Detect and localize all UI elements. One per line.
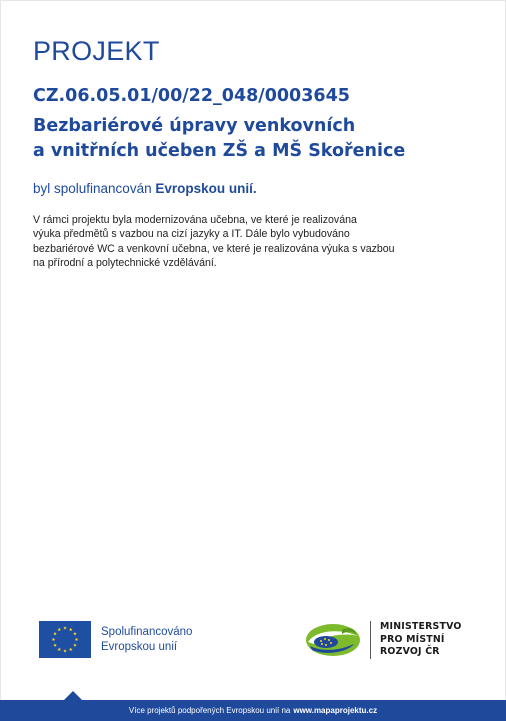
footer-bar	[0, 700, 506, 721]
eu-star-icon	[52, 638, 56, 641]
cofinancing-statement	[33, 181, 257, 196]
ministry-label-line: MINISTERSTVO	[380, 621, 462, 632]
cofinancing-emphasis: Evropskou unií.	[155, 181, 257, 196]
eu-star-icon	[75, 638, 79, 641]
project-title-line: a vnitřních učeben ZŠ a MŠ Skořenice	[33, 141, 406, 161]
eu-star-icon	[63, 626, 67, 629]
eu-star-icon	[73, 643, 77, 646]
eu-label-line: Spolufinancováno	[101, 626, 193, 638]
description-line: V rámci projektu byla modernizována učebna, ve které je realizována	[33, 214, 357, 226]
mmr-logo-icon	[304, 620, 362, 660]
eu-star-icon	[63, 649, 67, 652]
ministry-label	[380, 621, 462, 659]
eu-star-icon	[57, 648, 61, 651]
eu-flag-icon	[39, 621, 91, 658]
page-heading: PROJEKT	[33, 36, 160, 66]
project-title	[33, 114, 483, 164]
project-description	[33, 213, 473, 271]
project-title-line: Bezbariérové úpravy venkovních	[33, 116, 356, 136]
footer-link[interactable]: www.mapaprojektu.cz	[293, 706, 378, 715]
project-code: CZ.06.05.01/00/22_048/0003645	[33, 86, 350, 106]
ministry-label-line: ROZVOJ ČR	[380, 646, 440, 658]
eu-star-icon	[69, 648, 73, 651]
description-line: na přírodní a polytechnické vzdělávání.	[33, 257, 217, 270]
cofinancing-prefix: byl spolufinancován	[33, 181, 152, 196]
eu-star-icon	[73, 632, 77, 635]
footer-text: Více projektů podpořených Evropskou unií na	[128, 706, 291, 715]
eu-star-icon	[53, 632, 57, 635]
ministry-label-line: PRO MÍSTNÍ	[380, 633, 445, 645]
eu-star-icon	[69, 628, 73, 631]
eu-label-line: Evropskou unií	[101, 641, 178, 653]
description-line: výuka předmětů s vazbou na cizí jazyky a IT. Dále bylo vybudováno	[33, 228, 350, 241]
footer-notch	[64, 691, 82, 700]
eu-star-icon	[57, 628, 61, 631]
eu-cofunded-label	[101, 625, 192, 655]
eu-star-icon	[53, 643, 57, 646]
description-line: bezbariérové WC a venkovní učebna, ve které je realizována výuka s vazbou	[33, 242, 395, 255]
logo-divider	[370, 621, 371, 659]
